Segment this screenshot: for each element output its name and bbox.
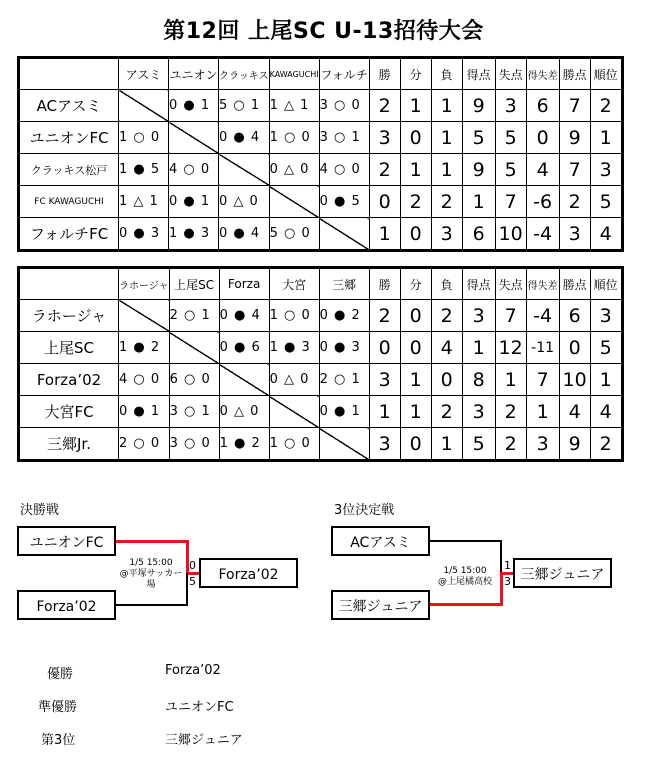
stat-cell: 3 xyxy=(495,90,526,122)
stat-cell: 3 xyxy=(526,428,559,461)
final-winner-line-top xyxy=(116,540,188,543)
stat-cell: 1 xyxy=(369,218,400,251)
match-result-cell: 5 ○ 1 xyxy=(219,90,270,122)
stat-cell: 9 xyxy=(559,122,590,154)
match-result-cell: 0 ● 4 xyxy=(219,122,270,154)
stat-cell: 0 xyxy=(400,428,431,461)
match-result-cell: 4 ○ 0 xyxy=(319,154,369,186)
column-header: 勝点 xyxy=(559,58,590,90)
match-result-cell: 0 △ 0 xyxy=(219,186,270,218)
match-result-cell: 3 ○ 1 xyxy=(319,122,369,154)
stat-cell: 6 xyxy=(526,90,559,122)
stat-cell: -4 xyxy=(526,300,559,332)
stat-cell: 1 xyxy=(400,154,431,186)
third-team-top: ACアスミ xyxy=(331,526,430,556)
stat-cell: 7 xyxy=(559,154,590,186)
result-team-1: Forza’02 xyxy=(165,663,221,678)
match-result-cell: 1 ● 3 xyxy=(269,332,319,364)
table-row xyxy=(19,332,623,364)
stat-cell: 5 xyxy=(462,122,495,154)
stat-cell: 2 xyxy=(559,186,590,218)
stat-cell: 0 xyxy=(400,332,431,364)
column-header: 得失差 xyxy=(526,58,559,90)
match-result-cell: 4 ○ 0 xyxy=(119,364,170,396)
column-header: 上尾SC xyxy=(169,268,219,300)
final-line-bottom xyxy=(116,604,188,606)
stat-cell: 5 xyxy=(462,428,495,461)
stat-cell: 1 xyxy=(590,122,622,154)
stat-cell: 7 xyxy=(495,300,526,332)
stat-cell: 1 xyxy=(495,364,526,396)
team-name: FC KAWAGUCHI xyxy=(19,186,119,218)
self-match-cell xyxy=(219,364,269,396)
match-result-cell: 6 ○ 0 xyxy=(169,364,219,396)
stat-cell: 9 xyxy=(559,428,590,461)
stat-cell: 3 xyxy=(559,218,590,251)
match-result-cell: 4 ○ 0 xyxy=(169,154,219,186)
stat-cell: 2 xyxy=(431,300,462,332)
stat-cell: 4 xyxy=(431,332,462,364)
self-match-cell xyxy=(169,332,219,364)
stat-cell: 7 xyxy=(526,364,559,396)
stat-cell: 10 xyxy=(495,218,526,251)
stat-cell: 3 xyxy=(462,300,495,332)
stat-cell: 2 xyxy=(369,154,400,186)
column-header: 失点 xyxy=(495,268,526,300)
team-name: 大宮FC xyxy=(19,396,119,428)
stat-cell: -4 xyxy=(526,218,559,251)
stat-cell: 1 xyxy=(526,396,559,428)
match-result-cell: 0 ● 1 xyxy=(119,396,170,428)
stat-cell: 8 xyxy=(462,364,495,396)
stat-cell: 7 xyxy=(495,186,526,218)
third-winner: 三郷ジュニア xyxy=(513,558,612,588)
self-match-cell xyxy=(319,428,369,461)
stat-cell: 7 xyxy=(559,90,590,122)
stat-cell: 6 xyxy=(559,300,590,332)
third-date: 1/5 15:00 xyxy=(443,566,487,576)
column-header: 分 xyxy=(400,268,431,300)
stat-cell: -6 xyxy=(526,186,559,218)
self-match-cell xyxy=(269,396,319,428)
stat-cell: 1 xyxy=(431,90,462,122)
stat-cell: 0 xyxy=(400,218,431,251)
header-corner xyxy=(19,268,119,300)
match-result-cell: 1 ● 2 xyxy=(219,428,269,461)
stat-cell: 3 xyxy=(462,396,495,428)
stat-cell: 4 xyxy=(590,396,622,428)
match-result-cell: 2 ○ 1 xyxy=(169,300,219,332)
table-row xyxy=(19,364,623,396)
team-name: ユニオンFC xyxy=(19,122,119,154)
match-result-cell: 0 ● 6 xyxy=(219,332,269,364)
result-label-1: 優勝 xyxy=(47,667,74,682)
table-row xyxy=(19,154,623,186)
column-header: フォルチ xyxy=(319,58,369,90)
team-name: 三郷Jr. xyxy=(19,428,119,461)
header-row xyxy=(19,268,623,300)
match-result-cell: 2 ○ 0 xyxy=(119,428,170,461)
stat-cell: 12 xyxy=(495,332,526,364)
stat-cell: 3 xyxy=(431,218,462,251)
result-label-3: 第3位 xyxy=(41,733,76,748)
match-result-cell: 0 △ 0 xyxy=(269,364,319,396)
stat-cell: 0 xyxy=(369,186,400,218)
self-match-cell xyxy=(119,90,169,122)
column-header: 大宮 xyxy=(269,268,319,300)
final-winner: Forza’02 xyxy=(199,558,298,588)
match-result-cell: 1 ○ 0 xyxy=(269,300,319,332)
stat-cell: 5 xyxy=(590,332,622,364)
column-header: 得点 xyxy=(462,268,495,300)
third-team-bottom: 三郷ジュニア xyxy=(331,590,430,620)
result-label-2: 準優勝 xyxy=(38,700,78,715)
final-venue: @平塚サッカー場 xyxy=(119,569,183,590)
stat-cell: 2 xyxy=(590,428,622,461)
match-result-cell: 1 ● 2 xyxy=(119,332,170,364)
stat-cell: 1 xyxy=(590,364,622,396)
table-row xyxy=(19,218,623,251)
match-result-cell: 0 ● 1 xyxy=(169,186,219,218)
stat-cell: 2 xyxy=(369,300,400,332)
stat-cell: 1 xyxy=(431,154,462,186)
stat-cell: 2 xyxy=(400,186,431,218)
column-header: 負 xyxy=(431,268,462,300)
column-header: 順位 xyxy=(590,268,622,300)
match-result-cell: 0 ● 4 xyxy=(219,218,270,251)
stat-cell: 3 xyxy=(369,122,400,154)
column-header: 失点 xyxy=(495,58,526,90)
match-result-cell: 0 ● 1 xyxy=(319,396,369,428)
column-header: アスミ xyxy=(119,58,169,90)
team-name: Forza’02 xyxy=(19,364,119,396)
stat-cell: 1 xyxy=(431,122,462,154)
stat-cell: 2 xyxy=(590,90,622,122)
stat-cell: 3 xyxy=(369,428,400,461)
table-row xyxy=(19,300,623,332)
stat-cell: 2 xyxy=(369,90,400,122)
stat-cell: 1 xyxy=(431,428,462,461)
column-header: 三郷 xyxy=(319,268,369,300)
stat-cell: -11 xyxy=(526,332,559,364)
stat-cell: 5 xyxy=(495,122,526,154)
match-result-cell: 0 ● 3 xyxy=(319,332,369,364)
table-row xyxy=(19,122,623,154)
column-header: 分 xyxy=(400,58,431,90)
match-result-cell: 0 ● 5 xyxy=(319,186,369,218)
stat-cell: 1 xyxy=(400,396,431,428)
match-result-cell: 0 ● 3 xyxy=(119,218,169,251)
group-a-table xyxy=(17,56,624,252)
team-name: ACアスミ xyxy=(19,90,119,122)
match-result-cell: 3 ○ 0 xyxy=(319,90,369,122)
stat-cell: 0 xyxy=(559,332,590,364)
column-header: 得失差 xyxy=(526,268,559,300)
self-match-cell xyxy=(219,154,270,186)
stat-cell: 1 xyxy=(369,396,400,428)
stat-cell: 2 xyxy=(495,428,526,461)
final-team-top: ユニオンFC xyxy=(17,526,116,556)
table-row xyxy=(19,186,623,218)
stat-cell: 4 xyxy=(526,154,559,186)
stat-cell: 5 xyxy=(590,186,622,218)
third-score-bottom: 3 xyxy=(504,575,511,588)
match-result-cell: 0 △ 0 xyxy=(219,396,269,428)
stat-cell: 0 xyxy=(400,122,431,154)
match-result-cell: 0 ● 2 xyxy=(319,300,369,332)
table-row xyxy=(19,90,623,122)
self-match-cell xyxy=(169,122,219,154)
header-corner xyxy=(19,58,119,90)
stat-cell: 1 xyxy=(400,90,431,122)
match-result-cell: 5 ○ 0 xyxy=(269,218,319,251)
third-winner-line-vert xyxy=(500,572,503,606)
stat-cell: 2 xyxy=(495,396,526,428)
third-winner-line-bottom xyxy=(430,603,502,606)
stat-cell: 2 xyxy=(431,186,462,218)
column-header: 負 xyxy=(431,58,462,90)
team-name: フォルチFC xyxy=(19,218,119,251)
stat-cell: 1 xyxy=(462,186,495,218)
stat-cell: 3 xyxy=(590,300,622,332)
stat-cell: 4 xyxy=(590,218,622,251)
final-line-vert-bottom xyxy=(186,573,188,606)
match-result-cell: 1 △ 1 xyxy=(269,90,319,122)
match-result-cell: 1 ● 5 xyxy=(119,154,169,186)
stat-cell: 6 xyxy=(462,218,495,251)
table-row xyxy=(19,428,623,461)
stat-cell: 4 xyxy=(559,396,590,428)
match-result-cell: 2 ○ 1 xyxy=(319,364,369,396)
stat-cell: 0 xyxy=(400,300,431,332)
group-b-table xyxy=(17,266,624,462)
match-result-cell: 1 △ 1 xyxy=(119,186,169,218)
stat-cell: 3 xyxy=(369,364,400,396)
column-header: 勝 xyxy=(369,268,400,300)
third-score-top: 1 xyxy=(504,559,511,572)
match-result-cell: 3 ○ 1 xyxy=(169,396,219,428)
page-title: 第12回 上尾SC U-13招待大会 xyxy=(163,19,484,44)
team-name: 上尾SC xyxy=(19,332,119,364)
final-heading: 決勝戦 xyxy=(20,503,60,518)
stat-cell: 1 xyxy=(400,364,431,396)
final-score-bottom: 5 xyxy=(189,575,196,588)
final-score-top: 0 xyxy=(189,559,196,572)
team-name: クラッキス松戸 xyxy=(19,154,119,186)
self-match-cell xyxy=(269,186,319,218)
self-match-cell xyxy=(319,218,369,251)
column-header: クラッキス xyxy=(219,58,270,90)
stat-cell: 5 xyxy=(495,154,526,186)
stat-cell: 3 xyxy=(590,154,622,186)
column-header: Forza xyxy=(219,268,269,300)
match-result-cell: 1 ○ 0 xyxy=(119,122,169,154)
match-result-cell: 1 ○ 0 xyxy=(269,122,319,154)
self-match-cell xyxy=(119,300,170,332)
column-header: ラホージャ xyxy=(119,268,170,300)
stat-cell: 0 xyxy=(369,332,400,364)
stat-cell: 9 xyxy=(462,154,495,186)
match-result-cell: 1 ○ 0 xyxy=(269,428,319,461)
result-team-2: ユニオンFC xyxy=(165,700,234,715)
result-team-3: 三郷ジュニア xyxy=(165,733,243,748)
stat-cell: 0 xyxy=(526,122,559,154)
column-header: 順位 xyxy=(590,58,622,90)
stat-cell: 0 xyxy=(431,364,462,396)
match-result-cell: 0 ● 1 xyxy=(169,90,219,122)
final-date: 1/5 15:00 xyxy=(129,558,173,568)
team-name: ラホージャ xyxy=(19,300,119,332)
match-result-cell: 0 △ 0 xyxy=(269,154,319,186)
column-header: KAWAGUCHI xyxy=(269,58,319,90)
match-result-cell: 3 ○ 0 xyxy=(169,428,219,461)
column-header: ユニオン xyxy=(169,58,219,90)
stat-cell: 2 xyxy=(431,396,462,428)
match-result-cell: 1 ● 3 xyxy=(169,218,219,251)
table-row xyxy=(19,396,623,428)
third-line-vert-top xyxy=(500,540,502,573)
third-venue: @上尾橘高校 xyxy=(437,577,492,587)
stat-cell: 10 xyxy=(559,364,590,396)
stat-cell: 1 xyxy=(462,332,495,364)
header-row xyxy=(19,58,623,90)
column-header: 得点 xyxy=(462,58,495,90)
third-place-heading: 3位決定戦 xyxy=(334,503,395,518)
stat-cell: 9 xyxy=(462,90,495,122)
third-line-top xyxy=(430,540,502,542)
column-header: 勝点 xyxy=(559,268,590,300)
final-team-bottom: Forza’02 xyxy=(17,590,116,620)
match-result-cell: 0 ● 4 xyxy=(219,300,269,332)
column-header: 勝 xyxy=(369,58,400,90)
